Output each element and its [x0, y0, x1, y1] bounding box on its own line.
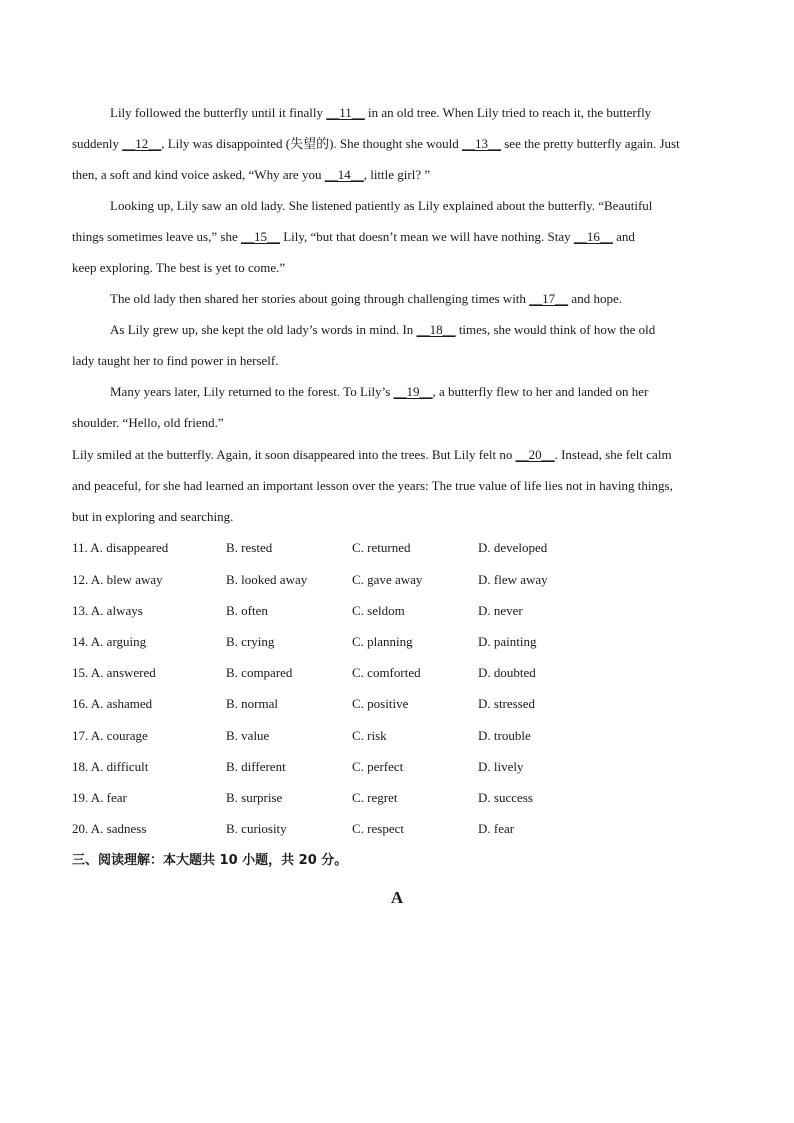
passage-text: lady taught her to find power in herself. — [72, 353, 279, 368]
option-c: C. risk — [352, 728, 387, 743]
passage-text: Many years later, Lily returned to the forest. To Lily’s — [110, 384, 394, 399]
option-c: C. gave away — [352, 572, 423, 587]
passage-line — [72, 135, 732, 153]
passage-text: Lily smiled at the butterfly. Again, it soon disappeared into the trees. But Lily felt no — [72, 447, 516, 462]
passage-line — [110, 383, 732, 401]
option-a: 17. A. courage — [72, 728, 148, 743]
passage-text: and peaceful, for she had learned an important lesson over the years: The true value of life lies not in having things, — [72, 478, 673, 493]
passage-label: A — [390, 888, 404, 907]
option-a: 20. A. sadness — [72, 821, 147, 836]
option-a: 19. A. fear — [72, 790, 127, 805]
option-b: B. often — [226, 603, 268, 618]
passage-line — [72, 446, 732, 464]
option-c: C. comforted — [352, 665, 421, 680]
passage-text: Looking up, Lily saw an old lady. She listened patiently as Lily explained about the butterfly. “Beautiful — [110, 198, 653, 213]
option-b: B. curiosity — [226, 821, 287, 836]
passage-line — [110, 290, 732, 308]
question-16-options — [72, 695, 732, 713]
passage-line — [72, 228, 732, 246]
passage-line — [110, 321, 732, 339]
question-15-options — [72, 664, 732, 682]
passage-text: times, she would think of how the old — [455, 322, 656, 337]
passage-line — [110, 197, 732, 215]
passage-line — [72, 508, 732, 526]
passage-text: see the pretty butterfly again. Just — [500, 136, 680, 151]
option-d: D. painting — [478, 634, 537, 649]
passage-text: , little girl? ” — [363, 167, 431, 182]
option-a: 16. A. ashamed — [72, 696, 153, 711]
option-a: 13. A. always — [72, 603, 143, 618]
passage-text: things sometimes leave us,” she — [72, 229, 241, 244]
option-d: D. lively — [478, 759, 524, 774]
blank-15: __15__ — [240, 229, 280, 244]
passage-text: then, a soft and kind voice asked, “Why are you — [72, 167, 325, 182]
passage-text: but in exploring and searching. — [72, 509, 234, 524]
option-c: C. returned — [352, 540, 411, 555]
blank-14: __14__ — [324, 167, 364, 182]
option-c: C. positive — [352, 696, 409, 711]
passage-line — [72, 259, 732, 277]
blank-16: __16__ — [573, 229, 613, 244]
passage-text: keep exploring. The best is yet to come.” — [72, 260, 286, 275]
passage-line — [72, 166, 732, 184]
passage-text: , a butterfly flew to her and landed on her — [432, 384, 649, 399]
option-b: B. looked away — [226, 572, 308, 587]
option-d: D. success — [478, 790, 533, 805]
option-d: D. doubted — [478, 665, 536, 680]
question-19-options — [72, 789, 732, 807]
option-b: B. crying — [226, 634, 275, 649]
option-d: D. developed — [478, 540, 548, 555]
option-a: 14. A. arguing — [72, 634, 147, 649]
question-11-options — [72, 539, 732, 557]
passage-line — [72, 414, 732, 432]
passage-line — [72, 352, 732, 370]
option-b: B. value — [226, 728, 270, 743]
option-a: 15. A. answered — [72, 665, 156, 680]
question-20-options — [72, 820, 732, 838]
passage-text: Lily followed the butterfly until it finally — [110, 105, 327, 120]
option-d: D. trouble — [478, 728, 531, 743]
option-d: D. stressed — [478, 696, 536, 711]
passage-text: Lily, “but that doesn’t mean we will have nothing. Stay — [279, 229, 574, 244]
passage-text: and hope. — [568, 291, 622, 306]
blank-17: __17__ — [529, 291, 569, 306]
option-b: B. normal — [226, 696, 278, 711]
section-heading: 三、阅读理解：本大题共 10 小题，共 20 分。 — [72, 853, 348, 868]
passage-text: The old lady then shared her stories about going through challenging times with — [110, 291, 530, 306]
blank-11: __11__ — [326, 105, 365, 120]
option-c: C. seldom — [352, 603, 405, 618]
question-18-options — [72, 758, 732, 776]
blank-19: __19__ — [393, 384, 433, 399]
option-a: 11. A. disappeared — [72, 540, 169, 555]
passage-text: shoulder. “Hello, old friend.” — [72, 415, 224, 430]
blank-20: __20__ — [515, 447, 555, 462]
option-d: D. never — [478, 603, 523, 618]
option-c: C. respect — [352, 821, 404, 836]
passage-text: and — [612, 229, 635, 244]
passage-text: in an old tree. When Lily tried to reach it, the butterfly — [364, 105, 652, 120]
blank-13: __13__ — [461, 136, 501, 151]
option-c: C. regret — [352, 790, 398, 805]
option-d: D. fear — [478, 821, 515, 836]
option-c: C. planning — [352, 634, 413, 649]
blank-12: __12__ — [122, 136, 162, 151]
option-a: 18. A. difficult — [72, 759, 149, 774]
option-c: C. perfect — [352, 759, 404, 774]
passage-text: . Instead, she felt calm — [554, 447, 672, 462]
option-a: 12. A. blew away — [72, 572, 163, 587]
option-b: B. compared — [226, 665, 293, 680]
question-13-options — [72, 602, 732, 620]
passage-text: As Lily grew up, she kept the old lady’s words in mind. In — [110, 322, 417, 337]
option-b: B. rested — [226, 540, 273, 555]
passage-text: suddenly — [72, 136, 123, 151]
passage-line — [72, 477, 732, 495]
option-d: D. flew away — [478, 572, 548, 587]
blank-18: __18__ — [416, 322, 456, 337]
option-b: B. different — [226, 759, 286, 774]
question-17-options — [72, 727, 732, 745]
question-14-options — [72, 633, 732, 651]
passage-line — [110, 104, 732, 122]
option-b: B. surprise — [226, 790, 283, 805]
passage-text: , Lily was disappointed (失望的). She thought she would — [161, 136, 462, 151]
question-12-options — [72, 571, 732, 589]
